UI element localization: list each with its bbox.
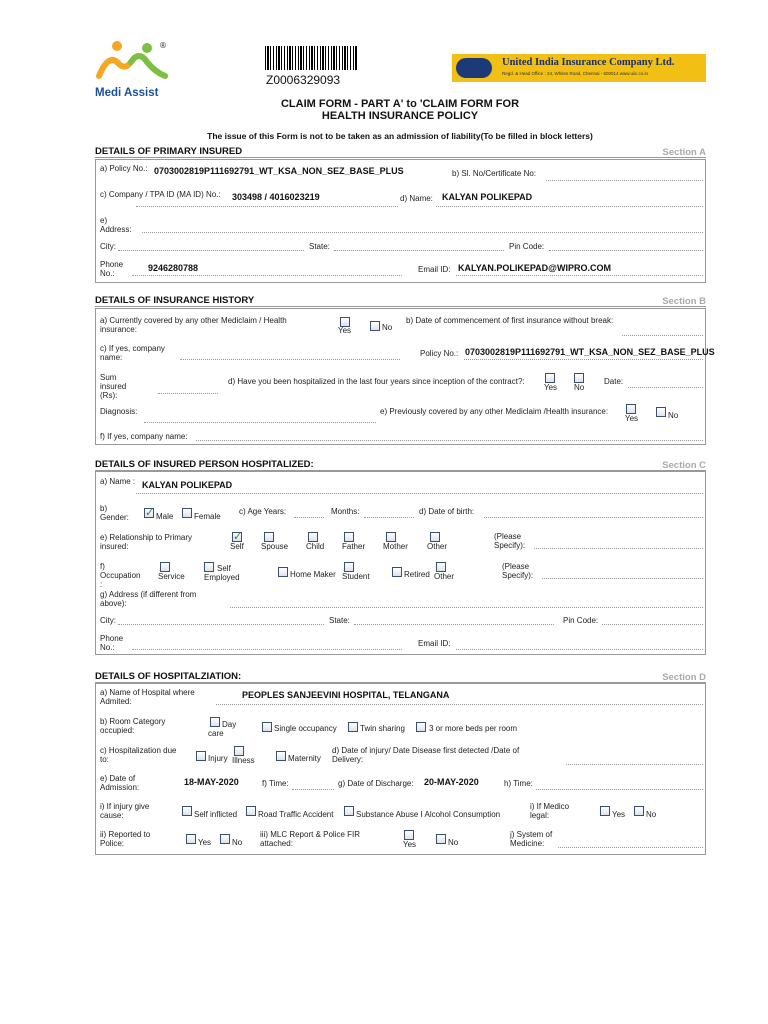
c-phone-field[interactable] bbox=[132, 649, 402, 650]
age-months-label: Months: bbox=[331, 507, 360, 516]
prev-yes-label: Yes bbox=[625, 414, 639, 423]
prev-no-checkbox[interactable] bbox=[656, 407, 666, 417]
name-underline bbox=[436, 206, 703, 207]
police-yes-checkbox[interactable] bbox=[186, 834, 196, 844]
mlc-report-label: iii) MLC Report & Police FIR attached: bbox=[260, 830, 361, 848]
medico-no-checkbox[interactable] bbox=[634, 806, 644, 816]
commencement-field[interactable] bbox=[622, 335, 703, 336]
age-years-label: c) Age Years: bbox=[239, 507, 287, 516]
policy-value[interactable]: 0703002819P111692791_WT_KSA_NON_SEZ_BASE_PLUS bbox=[154, 166, 404, 176]
phone-value[interactable]: 9246280788 bbox=[148, 263, 199, 273]
occ-student-checkbox[interactable] bbox=[344, 562, 354, 572]
medi-assist-logo bbox=[95, 40, 175, 99]
age-years-field[interactable] bbox=[294, 517, 324, 518]
police-yes-label: Yes bbox=[198, 838, 212, 847]
c-state-label: State: bbox=[329, 616, 350, 625]
rel-father-label: Father bbox=[342, 542, 366, 551]
policy-no-underline bbox=[464, 359, 703, 360]
room-twin-checkbox[interactable] bbox=[348, 722, 358, 732]
sl-no-field[interactable] bbox=[546, 180, 703, 181]
sl-no-label: b) Sl. No/Certificate No: bbox=[452, 169, 537, 178]
rel-specify-label: (Please Specify): bbox=[494, 532, 526, 550]
occ-specify-field[interactable] bbox=[542, 578, 703, 579]
room-category-label: b) Room Category occupied: bbox=[100, 717, 166, 735]
occ-retired-checkbox[interactable] bbox=[392, 567, 402, 577]
occ-other-checkbox[interactable] bbox=[436, 562, 446, 572]
rel-mother-checkbox[interactable] bbox=[386, 532, 396, 542]
form-subtitle: The issue of this Form is not to be taken as an admission of liability(To be filled in block letters) bbox=[207, 131, 593, 141]
room-twin-label: Twin sharing bbox=[360, 724, 405, 733]
rel-spouse-checkbox[interactable] bbox=[264, 532, 274, 542]
room-three-checkbox[interactable] bbox=[416, 722, 426, 732]
medico-yes-checkbox[interactable] bbox=[600, 806, 610, 816]
mlc-no-label: No bbox=[448, 838, 459, 847]
occ-self-employed-label: Self Employed bbox=[204, 564, 240, 582]
cause-self-inflicted-checkbox[interactable] bbox=[182, 806, 192, 816]
svg-text:®: ® bbox=[159, 41, 167, 50]
email-value[interactable]: KALYAN.POLIKEPAD@WIPRO.COM bbox=[458, 263, 611, 273]
logo-text: Medi Assist bbox=[95, 87, 159, 99]
relationship-label: e) Relationship to Primary insured: bbox=[100, 533, 193, 551]
section-b-box bbox=[95, 308, 715, 445]
medico-yes-label: Yes bbox=[612, 810, 626, 819]
section-a-rule bbox=[95, 157, 706, 158]
discharge-date-label: g) Date of Discharge: bbox=[338, 779, 414, 788]
rel-child-checkbox[interactable] bbox=[308, 532, 318, 542]
policy-label: a) Policy No.: bbox=[100, 164, 148, 173]
gender-male-label: Male bbox=[156, 512, 174, 521]
mlc-no-checkbox[interactable] bbox=[436, 834, 446, 844]
sum-insured-label: Sum insured (Rs): bbox=[100, 373, 127, 400]
occ-home-maker-label: Home Maker bbox=[290, 570, 336, 579]
admission-time-label: f) Time: bbox=[262, 779, 289, 788]
medico-no-label: No bbox=[646, 810, 657, 819]
cause-substance-label: Substance Abuse I Alcohol Consumption bbox=[356, 810, 501, 819]
occ-specify-label: (Please Specify): bbox=[502, 562, 534, 580]
due-illness-label: Illness bbox=[232, 756, 255, 765]
section-a-tag: Section A bbox=[662, 147, 706, 158]
c-state-field[interactable] bbox=[354, 624, 554, 625]
rel-other-checkbox[interactable] bbox=[430, 532, 440, 542]
mlc-yes-checkbox[interactable] bbox=[404, 830, 414, 840]
occ-home-maker-checkbox[interactable] bbox=[278, 567, 288, 577]
rel-specify-field[interactable] bbox=[534, 548, 703, 549]
section-d-tag: Section D bbox=[662, 672, 706, 683]
diagnosis-field[interactable] bbox=[144, 422, 376, 423]
police-no-checkbox[interactable] bbox=[220, 834, 230, 844]
rel-other-label: Other bbox=[427, 542, 448, 551]
hospital-name-underline bbox=[216, 704, 703, 705]
medico-legal-label: i) If Medico legal: bbox=[530, 802, 570, 820]
insurer-banner bbox=[452, 54, 706, 82]
due-maternity-label: Maternity bbox=[288, 754, 321, 763]
room-single-label: Single occupancy bbox=[274, 724, 337, 733]
alt-address-field[interactable] bbox=[230, 607, 703, 608]
section-d-box bbox=[95, 683, 706, 855]
occupation-label: f) Occupation : bbox=[100, 562, 141, 589]
prev-yes-checkbox[interactable] bbox=[626, 404, 636, 414]
gender-female-checkbox[interactable] bbox=[182, 508, 192, 518]
dob-label: d) Date of birth: bbox=[419, 507, 475, 516]
rel-self-checkbox[interactable] bbox=[232, 532, 242, 542]
gender-female-label: Female bbox=[194, 512, 221, 521]
section-d-title: DETAILS OF HOSPITALZIATION: bbox=[95, 671, 242, 682]
system-medicine-label: j) System of Medicine: bbox=[510, 830, 553, 848]
room-three-label: 3 or more beds per room bbox=[429, 724, 518, 733]
currently-covered-label: a) Currently covered by any other Mediclaim / Health insurance: bbox=[100, 316, 287, 334]
cause-road-checkbox[interactable] bbox=[246, 806, 256, 816]
injury-cause-label: i) If injury give cause: bbox=[100, 802, 150, 820]
name-value[interactable]: KALYAN POLIKEPAD bbox=[442, 192, 533, 202]
insured-name-underline bbox=[136, 493, 703, 494]
discharge-time-field[interactable] bbox=[536, 789, 703, 790]
phone-label: Phone No.: bbox=[100, 260, 124, 278]
room-single-checkbox[interactable] bbox=[262, 722, 272, 732]
c-city-label: City: bbox=[100, 616, 116, 625]
hospitalized-label: d) Have you been hospitalized in the last four years since inception of the contract?: bbox=[228, 377, 525, 386]
rel-mother-label: Mother bbox=[383, 542, 408, 551]
insurer-address: Regd. & Head Office : 24, Whites Road, Chennai - 600014 www.uiic.co.in bbox=[502, 71, 648, 76]
occ-service-label: Service bbox=[158, 572, 185, 581]
due-injury-checkbox[interactable] bbox=[196, 751, 206, 761]
covered-no-checkbox[interactable] bbox=[370, 321, 380, 331]
insured-name-value[interactable]: KALYAN POLIKEPAD bbox=[142, 480, 233, 490]
cause-self-inflicted-label: Self inflicted bbox=[194, 810, 238, 819]
insurer-name: United India Insurance Company Ltd. bbox=[502, 57, 675, 68]
hosp-date-label: Date: bbox=[604, 377, 624, 386]
section-b-title: DETAILS OF INSURANCE HISTORY bbox=[95, 295, 255, 306]
injury-date-label: d) Date of injury/ Date Disease first detected /Date of Delivery: bbox=[332, 746, 520, 764]
room-day-care-label: Day care bbox=[208, 720, 237, 738]
police-no-label: No bbox=[232, 838, 243, 847]
company-id-value[interactable]: 303498 / 4016023219 bbox=[232, 192, 320, 202]
hospitalized-no-label: No bbox=[574, 383, 585, 392]
insurer-logo-icon bbox=[456, 58, 492, 78]
rel-self-label: Self bbox=[230, 542, 244, 551]
pin-field[interactable] bbox=[549, 250, 703, 251]
dob-field[interactable] bbox=[484, 517, 703, 518]
admission-date-value[interactable]: 18-MAY-2020 bbox=[184, 777, 239, 787]
covered-yes-label: Yes bbox=[338, 326, 352, 335]
company-id-label: c) Company / TPA ID (MA ID) No.: bbox=[100, 190, 221, 199]
cause-road-label: Road Traffic Accident bbox=[258, 810, 334, 819]
hospital-name-label: a) Name of Hospital where Admited: bbox=[100, 688, 195, 706]
mlc-yes-label: Yes bbox=[403, 840, 417, 849]
alt-address-label: g) Address (if different from above): bbox=[100, 590, 197, 608]
due-maternity-checkbox[interactable] bbox=[276, 751, 286, 761]
covered-no-label: No bbox=[382, 323, 393, 332]
state-field[interactable] bbox=[334, 250, 504, 251]
cause-substance-checkbox[interactable] bbox=[344, 806, 354, 816]
c-email-field[interactable] bbox=[456, 649, 703, 650]
occ-service-checkbox[interactable] bbox=[160, 562, 170, 572]
section-c-title: DETAILS OF INSURED PERSON HOSPITALIZED: bbox=[95, 459, 314, 470]
form-title-line2: HEALTH INSURANCE POLICY bbox=[321, 110, 479, 122]
occ-retired-label: Retired bbox=[404, 570, 430, 579]
gender-label: b) Gender: bbox=[100, 504, 129, 522]
section-b-tag: Section B bbox=[662, 296, 706, 307]
rel-child-label: Child bbox=[306, 542, 325, 551]
name-label: d) Name: bbox=[400, 194, 433, 203]
address-field[interactable] bbox=[142, 232, 703, 233]
discharge-date-value[interactable]: 20-MAY-2020 bbox=[424, 777, 479, 787]
city-field[interactable] bbox=[118, 250, 304, 251]
policy-no-value[interactable]: 0703002819P111692791_WT_KSA_NON_SEZ_BASE_PLUS bbox=[465, 347, 715, 357]
occ-student-label: Student bbox=[342, 572, 370, 581]
admission-date-label: e) Date of Admission: bbox=[100, 774, 140, 792]
c-phone-label: Phone No.: bbox=[100, 634, 124, 652]
policy-no-label: Policy No.: bbox=[420, 349, 459, 358]
company-id-underline bbox=[136, 206, 398, 207]
discharge-time-label: h) Time: bbox=[504, 779, 533, 788]
phone-underline bbox=[132, 275, 402, 276]
form-title-line1: CLAIM FORM - PART A' to 'CLAIM FORM FOR bbox=[280, 98, 520, 110]
reported-police-label: ii) Reported to Police: bbox=[100, 830, 151, 848]
sum-insured-field[interactable] bbox=[158, 393, 218, 394]
section-a-title: DETAILS OF PRIMARY INSURED bbox=[95, 146, 243, 157]
injury-date-field[interactable] bbox=[566, 764, 703, 765]
c-pin-label: Pin Code: bbox=[563, 616, 599, 625]
system-medicine-field[interactable] bbox=[558, 847, 703, 848]
company-name-label: c) If yes, company name: bbox=[100, 344, 165, 362]
email-label: Email ID: bbox=[418, 265, 451, 274]
occ-other-label: Other bbox=[434, 572, 455, 581]
barcode-number: Z0006329093 bbox=[266, 73, 341, 87]
due-injury-label: Injury bbox=[208, 754, 228, 763]
section-b-rule bbox=[95, 306, 706, 307]
section-c-tag: Section C bbox=[662, 460, 706, 471]
state-label: State: bbox=[309, 242, 330, 251]
insured-name-label: a) Name : bbox=[100, 477, 136, 486]
section-c-box bbox=[95, 471, 706, 655]
company-name-field[interactable] bbox=[180, 359, 400, 360]
age-months-field[interactable] bbox=[364, 517, 414, 518]
address-label: e) Address: bbox=[100, 216, 132, 234]
due-illness-checkbox[interactable] bbox=[234, 746, 244, 756]
email-underline bbox=[456, 275, 703, 276]
prev-company-field[interactable] bbox=[196, 440, 703, 441]
hosp-date-field[interactable] bbox=[628, 387, 703, 388]
diagnosis-label: Diagnosis: bbox=[100, 407, 138, 416]
prev-no-label: No bbox=[668, 411, 679, 420]
hospitalized-yes-label: Yes bbox=[544, 383, 558, 392]
hosp-due-label: c) Hospitalization due to: bbox=[100, 746, 177, 764]
c-pin-field[interactable] bbox=[602, 624, 703, 625]
rel-spouse-label: Spouse bbox=[261, 542, 289, 551]
gender-male-checkbox[interactable] bbox=[144, 508, 154, 518]
c-email-label: Email ID: bbox=[418, 639, 451, 648]
hospitalized-no-checkbox[interactable] bbox=[574, 373, 584, 383]
rel-father-checkbox[interactable] bbox=[344, 532, 354, 542]
hospital-name-value[interactable]: PEOPLES SANJEEVINI HOSPITAL, TELANGANA bbox=[242, 690, 450, 700]
c-city-field[interactable] bbox=[118, 624, 324, 625]
admission-time-field[interactable] bbox=[292, 789, 334, 790]
pin-label: Pin Code: bbox=[509, 242, 545, 251]
commencement-label: b) Date of commencement of first insurance without break: bbox=[406, 316, 614, 325]
barcode bbox=[265, 46, 357, 70]
previously-covered-label: e) Previously covered by any other Mediclaim /Health insurance: bbox=[380, 407, 609, 416]
prev-company-label: f) If yes, company name: bbox=[100, 432, 188, 441]
city-label: City: bbox=[100, 242, 116, 251]
hospitalized-yes-checkbox[interactable] bbox=[545, 373, 555, 383]
section-a-box bbox=[95, 159, 706, 283]
